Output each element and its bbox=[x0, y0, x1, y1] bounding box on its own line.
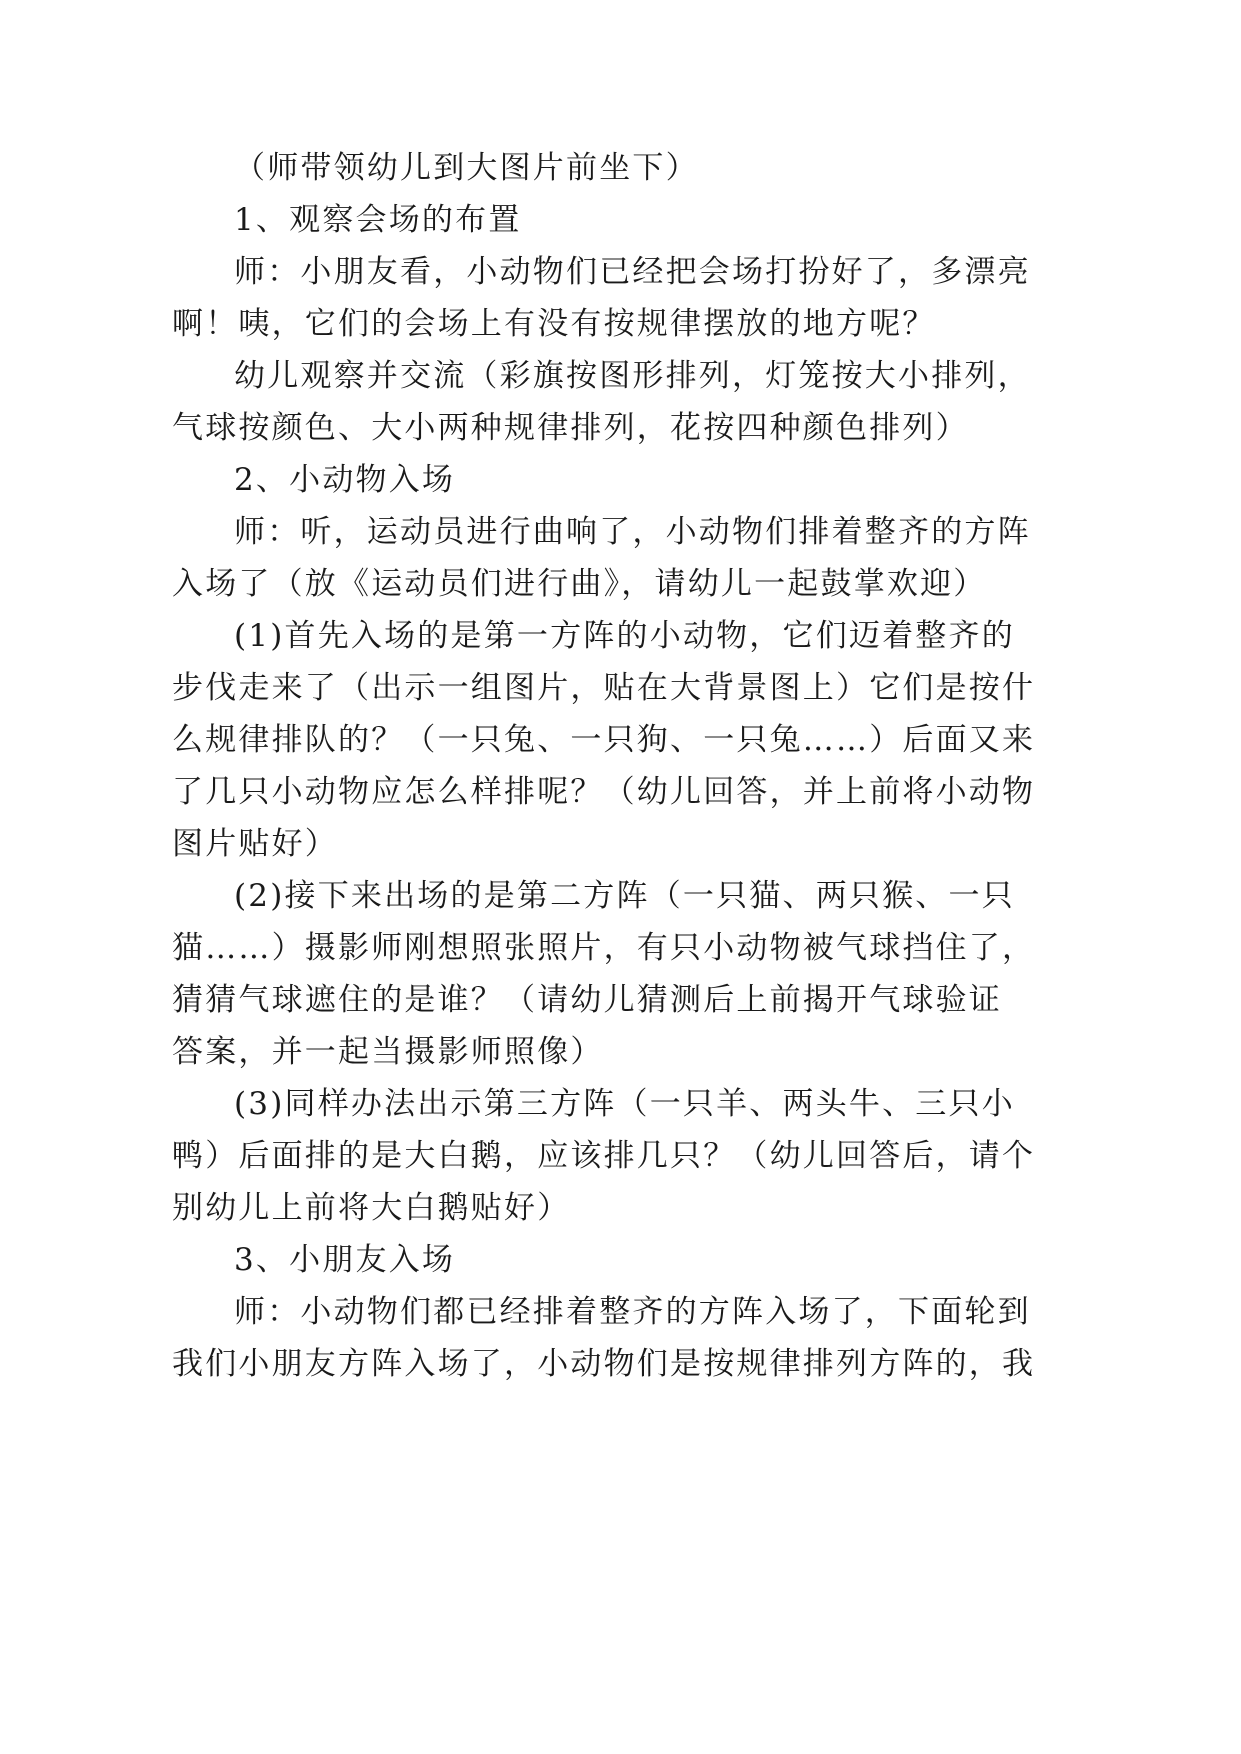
paragraph-line: 答案，并一起当摄影师照像） bbox=[172, 1034, 604, 1070]
section-heading: 3、小朋友入场 bbox=[234, 1242, 456, 1278]
paragraph-line: 猜猜气球遮住的是谁？（请幼儿猜测后上前揭开气球验证 bbox=[172, 982, 1002, 1018]
paragraph-line: 师：小动物们都已经排着整齐的方阵入场了，下面轮到 bbox=[234, 1294, 1031, 1330]
paragraph-line: 幼儿观察并交流（彩旗按图形排列，灯笼按大小排列， bbox=[234, 358, 1031, 394]
paragraph-line: (1)首先入场的是第一方阵的小动物，它们迈着整齐的 bbox=[234, 618, 1015, 654]
paragraph-line: 别幼儿上前将大白鹅贴好） bbox=[172, 1190, 571, 1226]
section-heading: 2、小动物入场 bbox=[234, 462, 456, 498]
paragraph-line: 气球按颜色、大小两种规律排列，花按四种颜色排列） bbox=[172, 410, 969, 446]
section-heading: 1、观察会场的布置 bbox=[234, 202, 522, 238]
paragraph-line: 鸭）后面排的是大白鹅，应该排几只？（幼儿回答后，请个 bbox=[172, 1138, 1036, 1174]
paragraph-line: 么规律排队的？（一只兔、一只狗、一只兔……）后面又来 bbox=[172, 722, 1036, 758]
paragraph-line: （师带领幼儿到大图片前坐下） bbox=[234, 150, 699, 186]
paragraph-line: 了几只小动物应怎么样排呢？（幼儿回答，并上前将小动物 bbox=[172, 774, 1036, 810]
paragraph-line: (3)同样办法出示第三方阵（一只羊、两头牛、三只小 bbox=[234, 1086, 1015, 1122]
paragraph-line: 师：听，运动员进行曲响了，小动物们排着整齐的方阵 bbox=[234, 514, 1031, 550]
paragraph-line: 师：小朋友看，小动物们已经把会场打扮好了，多漂亮 bbox=[234, 254, 1031, 290]
paragraph-line: 啊！咦，它们的会场上有没有按规律摆放的地方呢？ bbox=[172, 306, 936, 342]
paragraph-line: 步伐走来了（出示一组图片，贴在大背景图上）它们是按什 bbox=[172, 670, 1036, 706]
paragraph-line: 入场了（放《运动员们进行曲》，请幼儿一起鼓掌欢迎） bbox=[172, 566, 987, 602]
paragraph-line: (2)接下来出场的是第二方阵（一只猫、两只猴、一只 bbox=[234, 878, 1015, 914]
paragraph-line: 猫……）摄影师刚想照张照片，有只小动物被气球挡住了， bbox=[172, 930, 1036, 966]
paragraph-line: 我们小朋友方阵入场了，小动物们是按规律排列方阵的，我 bbox=[172, 1346, 1036, 1382]
paragraph-line: 图片贴好） bbox=[172, 826, 338, 862]
